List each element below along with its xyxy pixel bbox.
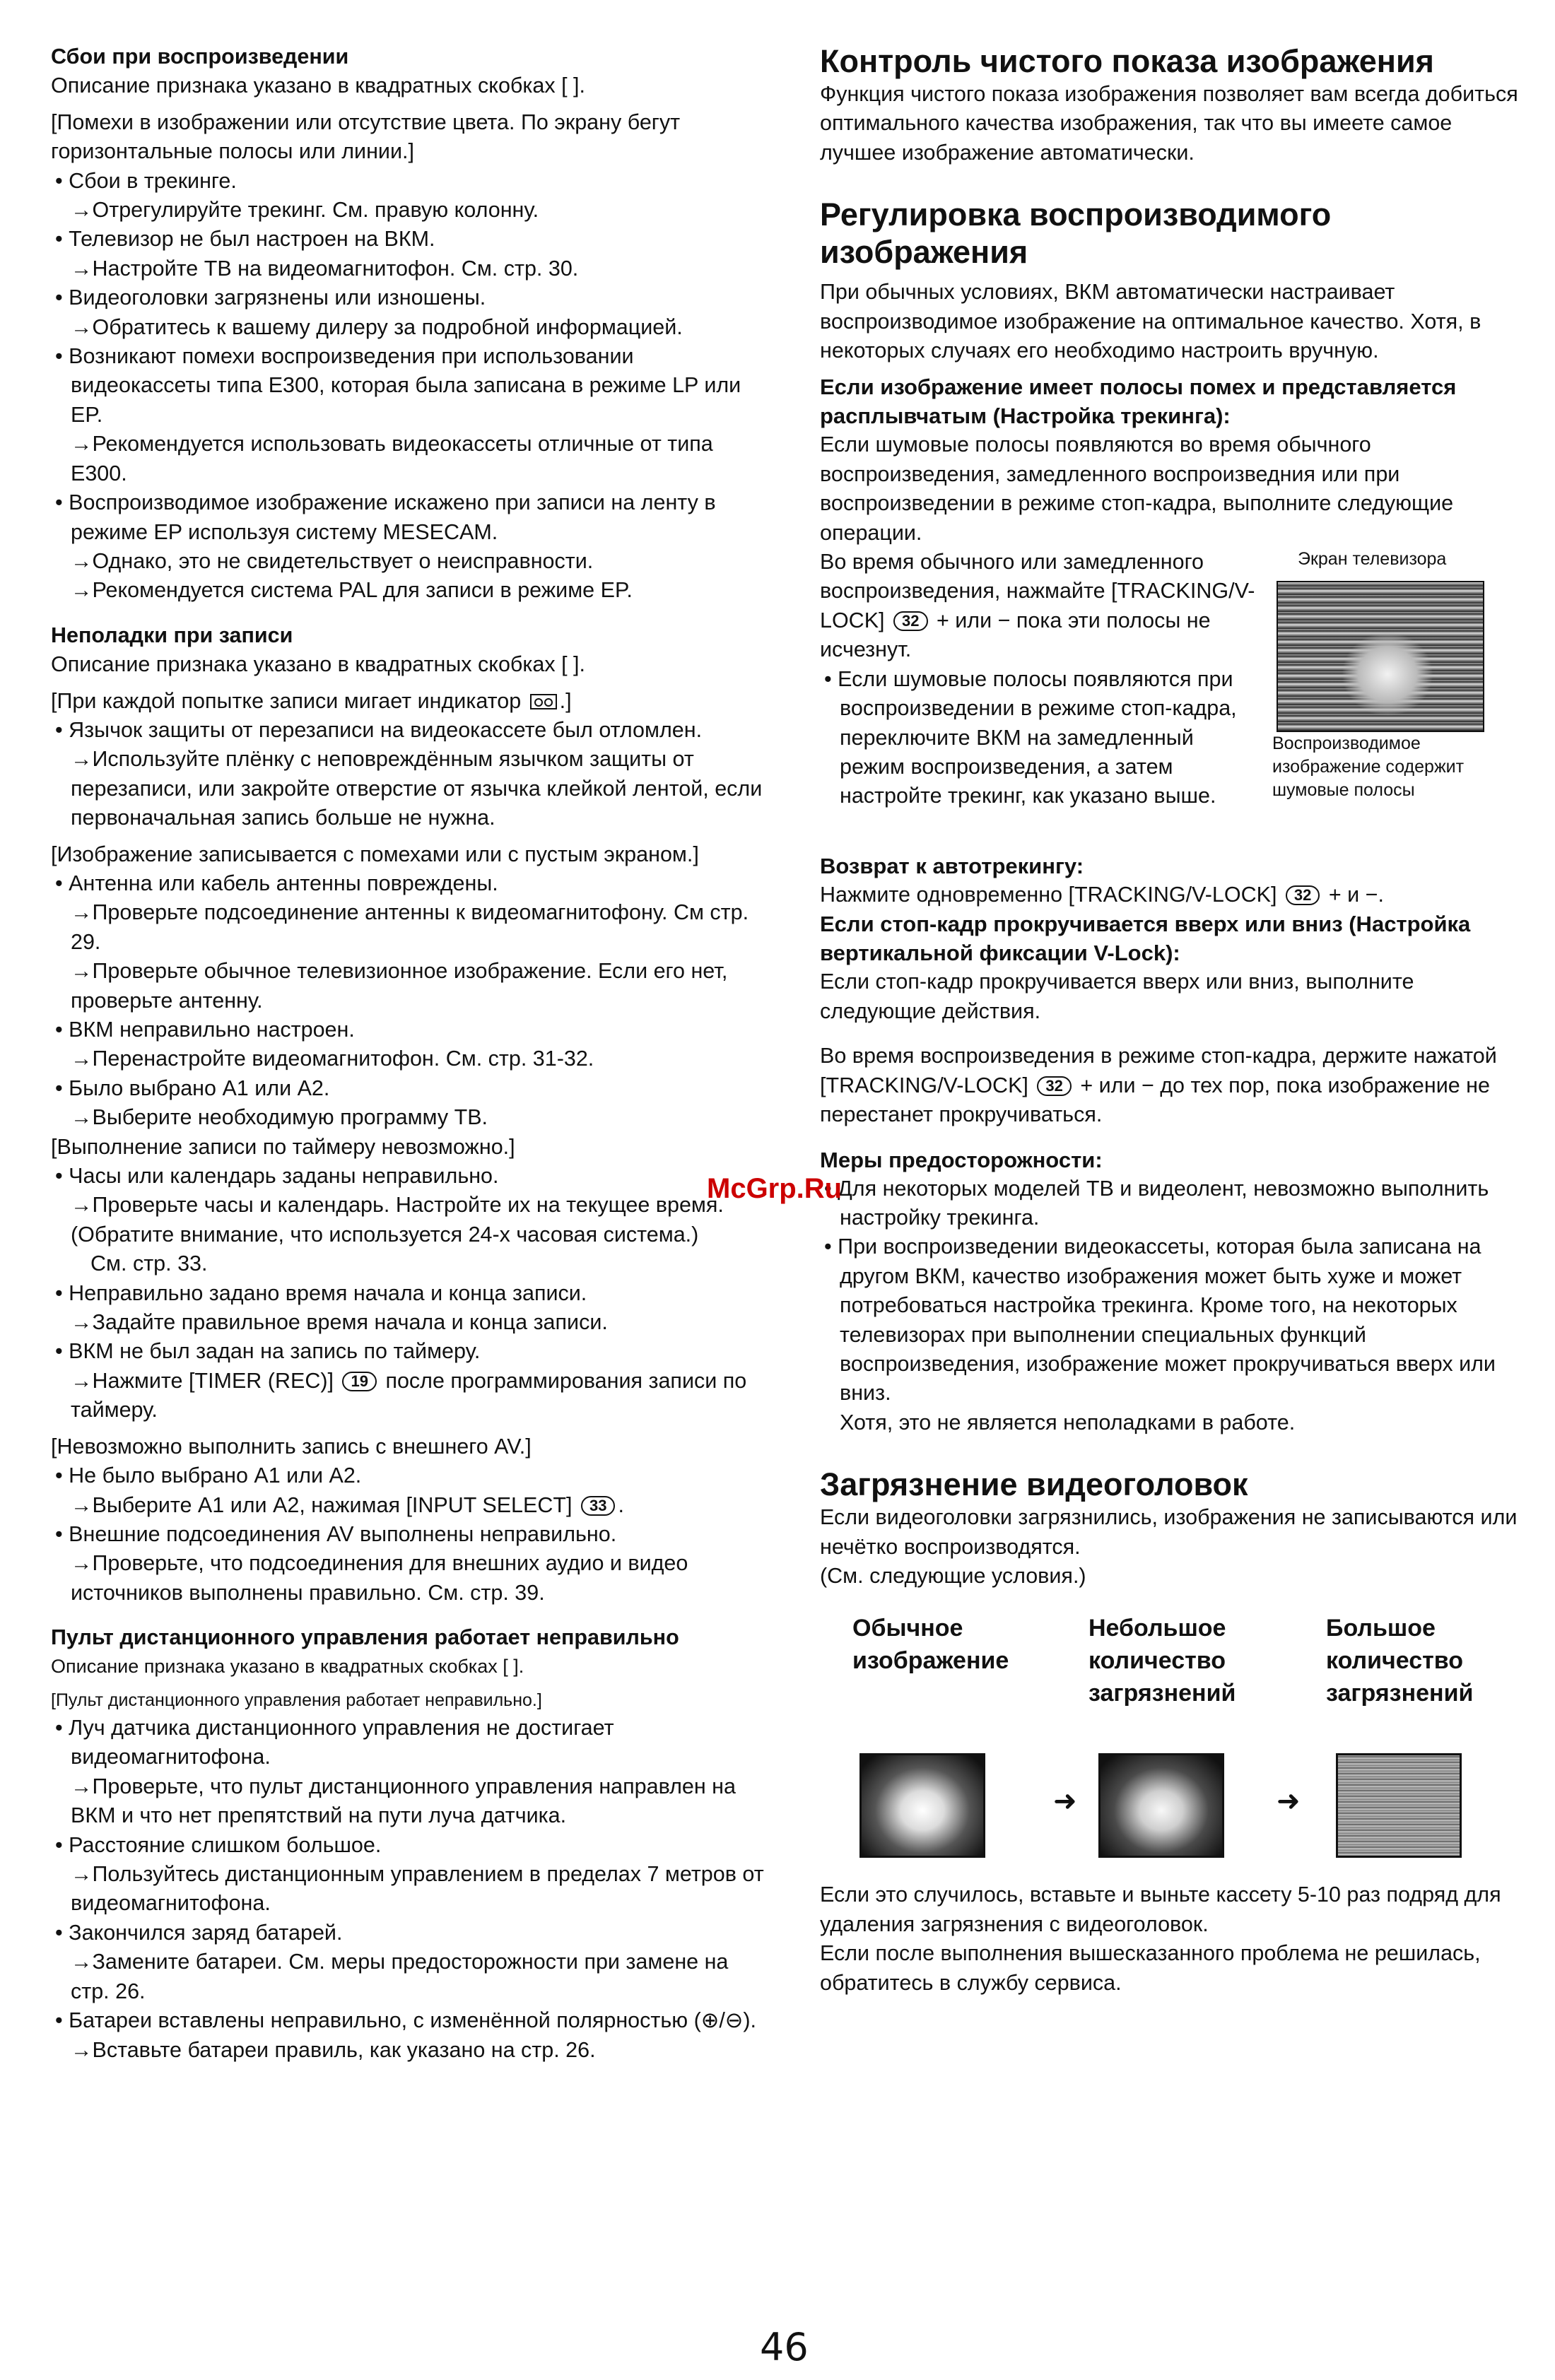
cause: • Антенна или кабель антенны повреждены. (55, 871, 498, 895)
remedy: →Используйте плёнку с неповреждённым язычком защиты от перезаписи, или закройте отверстие от язычка клейкой лентой, если первоначальная запись больше не нужна. (71, 747, 763, 830)
cause: • Луч датчика дистанционного управления не достигает видеомагнитофона. (55, 1716, 614, 1769)
cause: • Телевизор не был настроен на ВКМ. (55, 227, 435, 252)
symptom: [При каждой попытке записи мигает индикатор .] (51, 688, 572, 713)
paragraph: Если после выполнения вышесказанного проблема не решилась, обратитесь в службу сервиса. (820, 1941, 1481, 1995)
remedy: См. стр. 33. (90, 1251, 208, 1276)
cause: • ВКМ неправильно настроен. (55, 1018, 355, 1042)
remedy: →Проверьте обычное телевизионное изображение. Если его нет, проверьте антенну. (71, 959, 728, 1013)
tv-figure-title: Экран телевизора (1298, 549, 1447, 570)
cause: • Язычок защиты от перезаписи на видеокассете был отломлен. (55, 717, 703, 742)
subheading-precautions: Меры предосторожности: (820, 1147, 1103, 1172)
arrow-right-icon: ➜ (1277, 1786, 1301, 1818)
paragraph: Во время воспроизведения в режиме стоп-кадра, держите нажатой [TRACKING/V-LOCK] 32 + или − до тех пор, пока изображение не перестанет прокручиваться. (820, 1044, 1497, 1127)
remedy: →Рекомендуется использовать видеокассеты отличные от типа E300. (71, 432, 713, 485)
cause: • Часы или календарь заданы неправильно. (55, 1164, 499, 1189)
right-column (820, 42, 1524, 1998)
remedy: →Выберите необходимую программу ТВ. (71, 1105, 488, 1130)
remedy: →Нажмите [TIMER (REC)] 19 после программирования записи по таймеру. (71, 1368, 747, 1422)
tv-figure (1272, 548, 1527, 802)
page-number: 46 (760, 2325, 809, 2369)
tv-figure-caption: Воспроизводимое изображение содержит шумовые полосы (1272, 734, 1465, 801)
some-dirt-picture-image (1098, 1753, 1224, 1858)
list-item: • Для некоторых моделей ТВ и видеолент, невозможно выполнить настройку трекинга. (824, 1176, 1489, 1230)
section-desc: Описание признака указано в квадратных скобках [ ]. (51, 652, 585, 677)
subheading-tracking: Если изображение имеет полосы помех и представляется расплывчатым (Настройка трекинга): (820, 375, 1457, 429)
cause: • Видеоголовки загрязнены или изношены. (55, 285, 486, 310)
cause: • Сбои в трекинге. (55, 168, 237, 193)
paragraph: Во время обычного или замедленного воспроизведения, нажмайте [TRACKING/V-LOCK] 32 + или − пока эти полосы не исчезнут. (820, 550, 1255, 662)
remedy: →Однако, это не свидетельствует о неисправности. (71, 548, 594, 573)
flower-image (1342, 632, 1433, 717)
remedy: →Выберите A1 или A2, нажимая [INPUT SELECT] 33 . (71, 1492, 624, 1517)
remedy: →Отрегулируйте трекинг. См. правую колонну. (71, 198, 539, 223)
cause: • Возникают помехи воспроизведения при использовании видеокассеты типа E300, которая была записана в режиме LP или EP. (55, 344, 741, 427)
paragraph: Нажмите одновременно [TRACKING/V-LOCK] 32 + и −. (820, 883, 1384, 907)
cause: • Внешние подсоединения AV выполнены неправильно. (55, 1521, 617, 1546)
remedy: →Перенастройте видеомагнитофон. См. стр. 31-32. (71, 1047, 594, 1071)
remedy: →Пользуйтесь дистанционным управлением в пределах 7 метров от видеомагнитофона. (71, 1862, 764, 1916)
remedy: →Проверьте часы и календарь. Настройте их на текущее время. (Обратите внимание, что используется 24-х часовая система.) (71, 1193, 724, 1247)
remedy: →Настройте ТВ на видеомагнитофон. См. стр. 30. (71, 256, 579, 281)
head-dirt-comparison (820, 1612, 1524, 1880)
section-title-recording: Неполадки при записи (51, 623, 293, 647)
symptom: [Изображение записывается с помехами или с пустым экраном.] (51, 842, 699, 866)
label-some-dirt: Небольшое количество загрязнений (1088, 1615, 1236, 1707)
remedy: →Проверьте подсоединение антенны к видеомагнитофону. См стр. 29. (71, 900, 749, 954)
watermark: McGrp.Ru (707, 1173, 843, 1204)
section-desc: Описание признака указано в квадратных скобках [ ]. (51, 1655, 524, 1677)
heading-playback-adjust: Регулировка воспроизводимого изображения (820, 196, 1332, 271)
paragraph: Если видеоголовки загрязнились, изображения не записываются или нечётко воспроизводятся. (820, 1505, 1518, 1559)
cause: • Батареи вставлены неправильно, с изменённой полярностью (⊕/⊖). (55, 2008, 756, 2033)
paragraph: Если шумовые полосы появляются во время обычного воспроизведения, замедленного воспроизведния или при воспроизведении в режиме стоп-кадра, выполните следующие операции. (820, 432, 1454, 545)
label-heavy-dirt: Большое количество загрязнений (1326, 1615, 1474, 1707)
heading-clean-picture: Контроль чистого показа изображения (820, 43, 1434, 79)
cause: • Неправильно задано время начала и конца записи. (55, 1280, 587, 1305)
button-number-badge: 32 (893, 611, 927, 631)
heavy-dirt-picture-image (1336, 1753, 1462, 1858)
button-number-badge: 32 (1037, 1076, 1071, 1096)
paragraph: Функция чистого показа изображения позволяет вам всегда добиться оптимального качества изображения, так что вы имеете самое лучшее изображение автоматически. (820, 82, 1518, 165)
noisy-tv-screen-image (1277, 581, 1484, 732)
remedy: →Проверьте, что пульт дистанционного управления направлен на ВКМ и что нет препятствий на пути луча датчика. (71, 1774, 736, 1828)
cause: • Воспроизводимое изображение искажено при записи на ленту в режиме EP используя систему MESECAM. (55, 490, 716, 544)
remedy: →Обратитесь к вашему дилеру за подробной информацией. (71, 314, 683, 339)
button-number-badge: 32 (1286, 885, 1320, 905)
list-item: • При воспроизведении видеокассеты, которая была записана на другом ВКМ, качество изображения может быть хуже и может потребоваться настройка трекинга. Кроме того, на некоторых телевизорах при выполнении специальных функций воспроизведения, изображение может прокручиваться вверх или вниз. (824, 1235, 1496, 1406)
cause: • Закончился заряд батарей. (55, 1920, 343, 1945)
section-desc: Описание признака указано в квадратных скобках [ ]. (51, 73, 585, 98)
label-normal: Обычное изображение (852, 1615, 1009, 1675)
tracking-text (820, 548, 1258, 811)
button-number-badge: 19 (342, 1372, 376, 1391)
subheading-vlock: Если стоп-кадр прокручивается вверх или вниз (Настройка вертикальной фиксации V-Lock): (820, 912, 1471, 966)
heading-head-dirt: Загрязнение видеоголовок (820, 1466, 1248, 1503)
remedy: →Проверьте, что подсоединения для внешних аудио и видео источников выполнены правильно. См. стр. 39. (71, 1551, 688, 1605)
cause: • Не было выбрано A1 или A2. (55, 1463, 362, 1488)
paragraph: Если это случилось, вставьте и выньте кассету 5-10 раз подряд для удаления загрязнения с видеоголовок. (820, 1883, 1501, 1936)
cause: • Было выбрано A1 или A2. (55, 1076, 330, 1100)
cause: • ВКМ не был задан на запись по таймеру. (55, 1339, 481, 1364)
tracking-block (820, 548, 1524, 852)
section-title-playback: Сбои при воспроизведении (51, 45, 349, 69)
paragraph: • Если шумовые полосы появляются при воспроизведении в режиме стоп-кадра, переключите ВКМ на замедленный режим воспроизведения, а затем настройте трекинг, как указано выше. (824, 666, 1237, 808)
symptom: [Пульт дистанционного управления работает неправильно.] (51, 1690, 542, 1711)
symptom: [Помехи в изображении или отсутствие цвета. По экрану бегут горизонтальные полосы или линии.] (51, 110, 681, 164)
remedy: →Задайте правильное время начала и конца записи. (71, 1310, 608, 1335)
normal-picture-image (859, 1753, 985, 1858)
left-column (51, 42, 765, 2065)
symptom: [Невозможно выполнить запись с внешнего AV.] (51, 1434, 532, 1459)
paragraph: (См. следующие условия.) (820, 1563, 1086, 1588)
paragraph: Если стоп-кадр прокручивается вверх или вниз, выполните следующие действия. (820, 970, 1414, 1023)
subheading-auto-tracking: Возврат к автотрекингу: (820, 854, 1084, 879)
tape-indicator-icon (530, 694, 557, 709)
arrow-right-icon: ➜ (1053, 1786, 1077, 1818)
remedy: →Вставьте батареи правиль, как указано на стр. 26. (71, 2037, 596, 2062)
button-number-badge: 33 (581, 1496, 615, 1516)
cause: • Расстояние слишком большое. (55, 1832, 382, 1857)
remedy: →Замените батареи. См. меры предосторожности при замене на стр. 26. (71, 1950, 729, 2003)
paragraph: При обычных условиях, ВКМ автоматически настраивает воспроизводимое изображение на оптимальное качество. Хотя, в некоторых случаях его необходимо настроить вручную. (820, 280, 1481, 363)
section-title-remote: Пульт дистанционного управления работает неправильно (51, 1625, 679, 1650)
remedy: →Рекомендуется система PAL для записи в режиме EP. (71, 578, 633, 603)
paragraph: Хотя, это не является неполадками в работе. (840, 1410, 1296, 1435)
symptom: [Выполнение записи по таймеру невозможно.] (51, 1134, 515, 1159)
